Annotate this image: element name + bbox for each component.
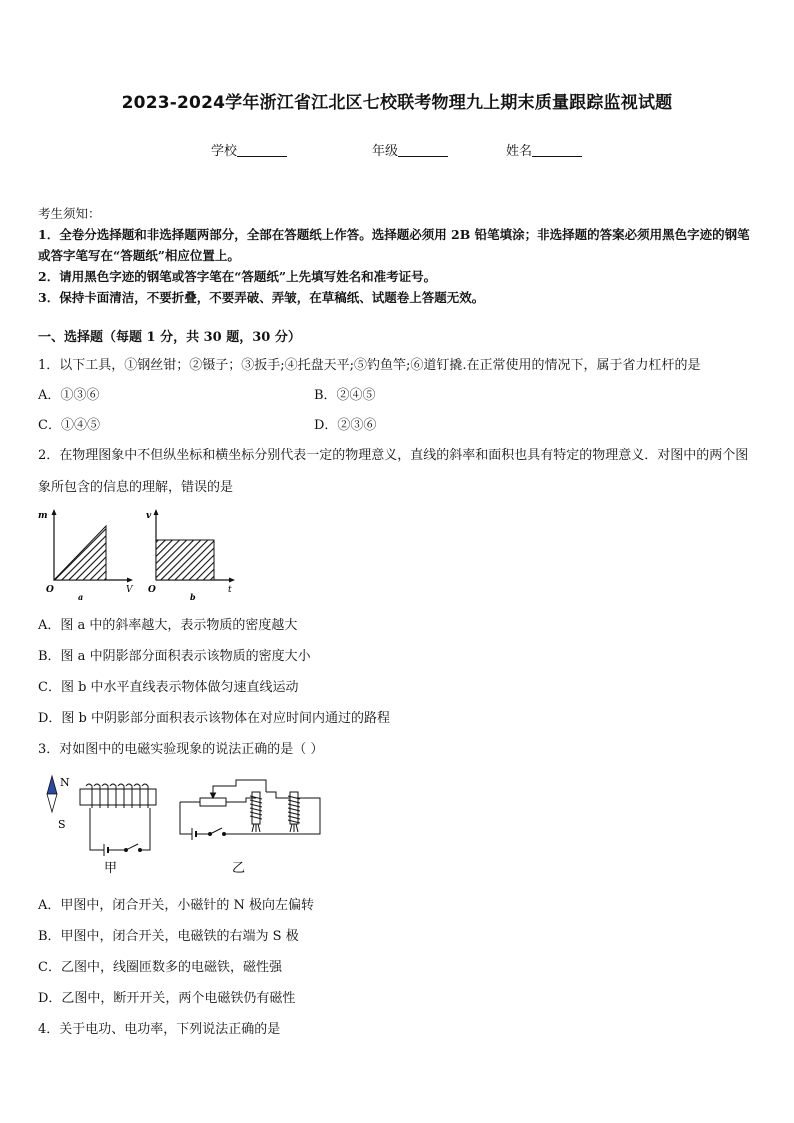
grade-blank — [398, 142, 448, 157]
q4-stem: 4．关于电功、电功率，下列说法正确的是 — [38, 1022, 281, 1037]
name-blank — [532, 142, 582, 157]
student-info-row — [0, 140, 794, 160]
graph-a-origin: O — [46, 585, 54, 595]
figure-jia-label: 甲 — [104, 861, 118, 876]
graph-a-shaded-area — [54, 526, 106, 580]
school-field: 学校 — [211, 140, 287, 159]
graph-b-y-label: v — [146, 511, 152, 521]
q2-option-c: C．图 b 中水平直线表示物体做匀速直线运动 — [38, 680, 299, 695]
graph-b-origin: O — [148, 585, 156, 595]
graph-a-y-label: m — [38, 511, 48, 521]
q3-option-a: A．甲图中，闭合开关，小磁针的 N 极向左偏转 — [38, 898, 315, 913]
q3-figure — [40, 772, 330, 880]
q1-option-b: B．②④⑤ — [314, 388, 376, 403]
electromagnet-jia — [80, 784, 156, 856]
q3-option-d: D．乙图中，断开开关，两个电磁铁仍有磁性 — [38, 991, 296, 1006]
q2-stem: 2．在物理图象中不但纵坐标和横坐标分别代表一定的物理意义，直线的斜率和面积也具有特定的物理意义．对图中的两个图象所包含的信息的理解，错误的是 — [38, 448, 749, 495]
grade-field: 年级 — [372, 140, 448, 159]
exam-notice — [38, 203, 760, 308]
graph-b-caption: b — [190, 592, 196, 602]
graph-a-caption: a — [78, 592, 84, 602]
graph-a — [38, 509, 134, 602]
compass-needle — [47, 776, 70, 831]
compass-s-label: S — [58, 818, 66, 831]
page-title: 2023-2024学年浙江省江北区七校联考物理九上期末质量跟踪监视试题 — [121, 93, 673, 113]
q1-option-a: A．①③⑥ — [38, 388, 100, 403]
section-heading: 一、选择题（每题 1 分，共 30 题，30 分） — [38, 330, 301, 345]
notice-item-1: 1．全卷分选择题和非选择题两部分，全部在答题纸上作答。选择题必须用 2B 铅笔填涂；非选择题的答案必须用黑色字迹的钢笔或答字笔写在“答题纸”相应位置上。 — [38, 227, 750, 263]
q3-stem: 3．对如图中的电磁实验现象的说法正确的是（ ） — [38, 742, 324, 757]
graph-b-x-label: t — [228, 585, 232, 595]
q3-option-b: B．甲图中，闭合开关，电磁铁的右端为 S 极 — [38, 929, 299, 944]
q2-option-a: A．图 a 中的斜率越大，表示物质的密度越大 — [38, 618, 298, 633]
school-blank — [237, 142, 287, 157]
compass-n-label: N — [60, 776, 70, 789]
electromagnet-yi — [180, 780, 320, 840]
notice-heading: 考生须知： — [38, 206, 101, 221]
notice-item-2: 2．请用黑色字迹的钢笔或答字笔在“答题纸”上先填写姓名和准考证号。 — [38, 269, 437, 284]
name-field: 姓名 — [506, 140, 582, 159]
q2-option-b: B．图 a 中阴影部分面积表示该物质的密度大小 — [38, 649, 311, 664]
q2-figure — [36, 506, 246, 602]
graph-b-shaded-area — [156, 540, 214, 580]
q1-option-d: D．②③⑥ — [314, 418, 377, 433]
q1-option-c: C．①④⑤ — [38, 418, 100, 433]
q2-option-d: D．图 b 中阴影部分面积表示该物体在对应时间内通过的路程 — [38, 711, 391, 726]
figure-yi-label: 乙 — [232, 861, 246, 876]
notice-item-3: 3．保持卡面清洁，不要折叠，不要弄破、弄皱，在草稿纸、试题卷上答题无效。 — [38, 290, 485, 305]
graph-b — [146, 509, 235, 602]
q1-stem: 1．以下工具，①钢丝钳；②镊子；③扳手;④托盘天平;⑤钓鱼竿;⑥道钉撬.在正常使用的情况下，属于省力杠杆的是 — [38, 358, 701, 373]
q3-option-c: C．乙图中，线圈匝数多的电磁铁，磁性强 — [38, 960, 282, 975]
graph-a-x-label: V — [126, 585, 133, 595]
